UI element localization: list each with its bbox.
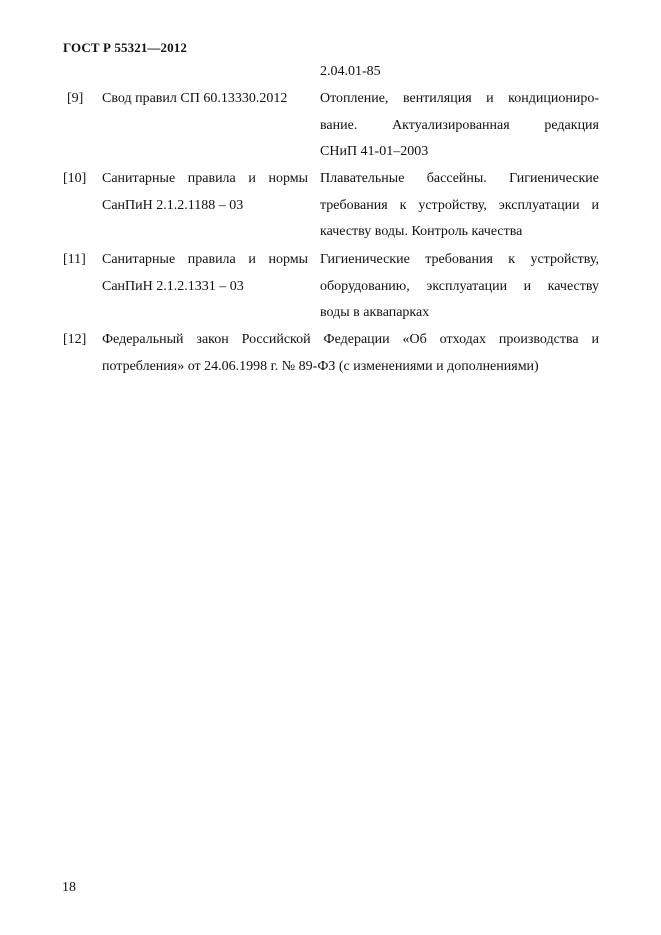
reference-title-line: вание. Актуализированная редакция	[320, 117, 599, 133]
reference-title-line: оборудованию, эксплуатации и качеству	[320, 278, 599, 294]
reference-title	[320, 86, 599, 166]
reference-title-line: Отопление, вентиляция и кондициониро-	[320, 91, 599, 106]
reference-title-line: качеству воды. Контроль качества	[320, 224, 523, 239]
reference-title-line: воды в аквапарках	[320, 305, 430, 320]
reference-title	[320, 166, 599, 246]
reference-title-line: требования к устройству, эксплуатации и	[320, 197, 599, 213]
reference-number: [9]	[67, 91, 84, 106]
reference-number: [10]	[63, 171, 87, 186]
reference-title	[320, 59, 599, 86]
reference-full-text	[102, 327, 599, 380]
reference-title-line: Плавательные бассейны. Гигиенические	[320, 171, 599, 186]
reference-document-line: СанПиН 2.1.2.1188 – 03	[102, 197, 244, 213]
reference-text-line: Федеральный закон Российской Федерации «Об отходах производства и	[102, 332, 599, 347]
reference-text-line: потребления» от 24.06.1998 г. № 89-ФЗ (с изменениями и дополнениями)	[102, 358, 539, 374]
document-header: ГОСТ Р 55321—2012	[63, 40, 187, 55]
reference-number: [11]	[63, 252, 86, 267]
reference-title-line: СНиП 41-01–2003	[320, 144, 429, 159]
page-number: 18	[62, 880, 76, 895]
reference-document-line: Санитарные правила и нормы	[102, 171, 308, 186]
reference-document	[102, 166, 308, 219]
reference-document-line: СанПиН 2.1.2.1331 – 03	[102, 278, 244, 294]
reference-title	[320, 247, 599, 327]
reference-document-line: Санитарные правила и нормы	[102, 252, 308, 267]
reference-document	[102, 86, 308, 113]
reference-number: [12]	[63, 332, 87, 347]
reference-title-line: 2.04.01-85	[320, 64, 381, 79]
reference-document	[102, 247, 308, 300]
reference-title-line: Гигиенические требования к устройству,	[320, 252, 599, 267]
reference-document-line: Свод правил СП 60.13330.2012	[102, 91, 288, 106]
